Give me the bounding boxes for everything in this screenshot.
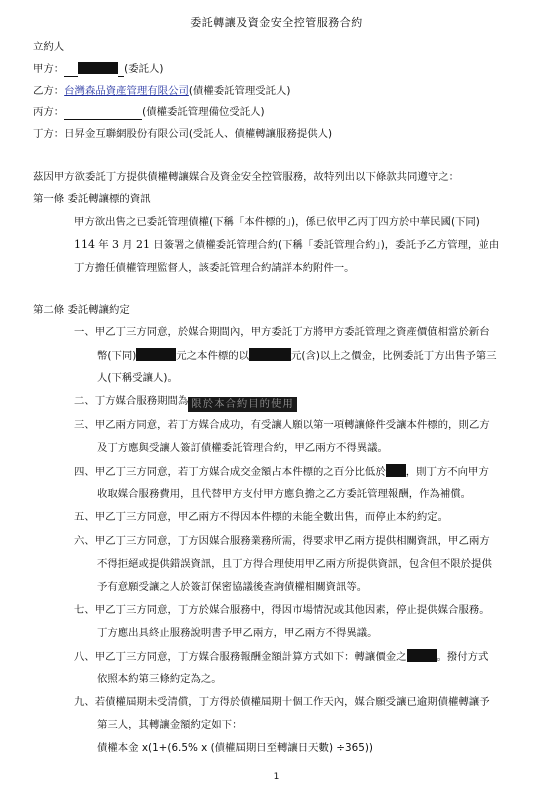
transfer-formula: 債權本金 x(1+(6.5% x (債權屆期日至轉讓日天數) ÷365)) [97, 742, 373, 754]
party-b-prefix: 乙方： [33, 85, 65, 97]
item-4-line-2: 收取媒合服務費用，且代替甲方支付甲方應負擔之乙方委託管理報酬，作為補償。 [97, 488, 472, 500]
item-6-line-3: 予有意願受讓之人於簽訂保密協議後查詢債權相關資訊等。 [97, 581, 368, 593]
item-9-line-1: 九、若債權屆期未受清償，丁方得於債權屆期十個工作天內，媒合願受讓已逾期債權轉讓予 [74, 696, 490, 708]
party-c-suffix: (債權委託管理備位受託人) [142, 106, 265, 118]
item-9-line-2: 第三人，其轉讓金額約定如下： [97, 719, 243, 731]
year-unit: 年 [95, 239, 112, 251]
redaction-box [249, 348, 291, 361]
month-unit: 月 [119, 239, 136, 251]
item-3-line-2: 及丁方應與受讓人簽訂債權委託管理合約，甲乙兩方不得異議。 [97, 442, 388, 454]
article-1-line-1: 甲方欲出售之已委託管理債權(下稱「本件標的」)，係已依甲乙丙丁四方於中華民國(下同) [74, 216, 480, 228]
party-b-suffix: (債權委託管理受託人) [188, 85, 291, 97]
party-a-suffix: (委託人) [124, 63, 164, 75]
article-1-line-2-rest: 日簽署之債權委託管理合約(下稱「委託管理合約」)，委託予乙方管理，並由 [150, 239, 500, 251]
item-6-line-2: 不得拒絕或提供錯誤資訊，且丁方得合理使用甲乙兩方所提供資訊，包含但不限於提供 [97, 558, 492, 570]
redaction-watermark: 限於本合約目的使用 [188, 397, 297, 412]
party-a-prefix: 甲方： [33, 63, 65, 75]
redaction-box [407, 649, 437, 662]
party-b-name: 台灣森品資產管理有限公司 [64, 85, 189, 97]
item-8-line-2: 依照本約第三條約定為之。 [97, 673, 222, 685]
item-1-line-2 [97, 348, 497, 363]
redaction-box [386, 464, 406, 477]
item-8-text-a: 八、甲乙丁三方同意，丁方媒合服務報酬金額計算方式如下：轉讓價金之 [74, 651, 407, 663]
item-3-line-1: 三、甲乙兩方同意，若丁方媒合成功，有受讓人願以第一項轉讓條件受讓本件標的，則乙方 [74, 419, 490, 431]
contract-day: 21 [136, 238, 150, 251]
page-number: 1 [273, 772, 280, 782]
redaction-box [136, 348, 176, 361]
parties-heading: 立約人 [33, 41, 65, 53]
item-2-text: 二、丁方媒合服務期間為 [74, 395, 189, 407]
article-1-line-2 [74, 238, 499, 252]
redaction-box [78, 62, 118, 74]
article-2-heading: 第二條 委託轉讓約定 [33, 304, 130, 316]
party-a-underline [64, 62, 78, 77]
contract-month: 3 [112, 238, 119, 251]
item-6-line-1: 六、甲乙丁三方同意，丁方因媒合服務業務所需，得要求甲乙兩方提供相關資訊，甲乙兩方 [74, 535, 490, 547]
party-c-prefix: 丙方： [33, 106, 65, 118]
item-8-line-1 [74, 649, 488, 664]
item-5-line: 五、甲乙丁三方同意，甲乙兩方不得因本件標的未能全數出售，而停止本約約定。 [74, 511, 449, 523]
item-1-line-1: 一、甲乙丁三方同意，於媒合期間內，甲方委託丁方將甲方委託管理之資產價值相當於新台 [74, 326, 490, 338]
article-1-heading: 第一條 委託轉讓標的資訊 [33, 193, 151, 205]
party-a-line [33, 62, 163, 77]
preamble: 茲因甲方欲委託丁方提供債權轉讓媒合及資金安全控管服務，故特列出以下條款共同遵守之： [33, 171, 460, 183]
item-4-text-a: 四、甲乙丁三方同意，若丁方媒合成交金額占本件標的之百分比低於 [74, 466, 386, 478]
document-title: 委託轉讓及資金安全控管服務合約 [190, 16, 363, 29]
article-1-line-3: 丁方擔任債權管理監督人，該委託管理合約請詳本約附件一。 [74, 262, 355, 274]
item-7-line-1: 七、甲乙丁三方同意，丁方於媒合服務中，得因市場情況或其他因素，停止提供媒合服務。 [74, 604, 490, 616]
party-c-underline [64, 105, 142, 120]
item-1-currency: 幣(下同) [97, 350, 137, 362]
item-1-mid: 元之本件標的以 [176, 350, 250, 362]
item-2-line [74, 394, 297, 412]
item-4-line-1 [74, 464, 489, 479]
item-8-text-b: 。撥付方式 [436, 651, 489, 663]
party-d-line: 丁方：日昇金互聯網股份有限公司(受託人、債權轉讓服務提供人) [33, 128, 333, 140]
item-7-line-2: 丁方應出具終止服務說明書予甲乙兩方，甲乙兩方不得異議。 [97, 627, 378, 639]
item-1-end: 元(含)以上之價金，比例委託丁方出售予第三 [291, 350, 497, 362]
item-1-line-3: 人(下稱受讓人)。 [97, 372, 178, 384]
contract-year: 114 [74, 238, 95, 251]
party-b-line [33, 84, 290, 98]
item-4-text-b: ，則丁方不向甲方 [405, 466, 489, 478]
party-c-line [33, 105, 265, 120]
